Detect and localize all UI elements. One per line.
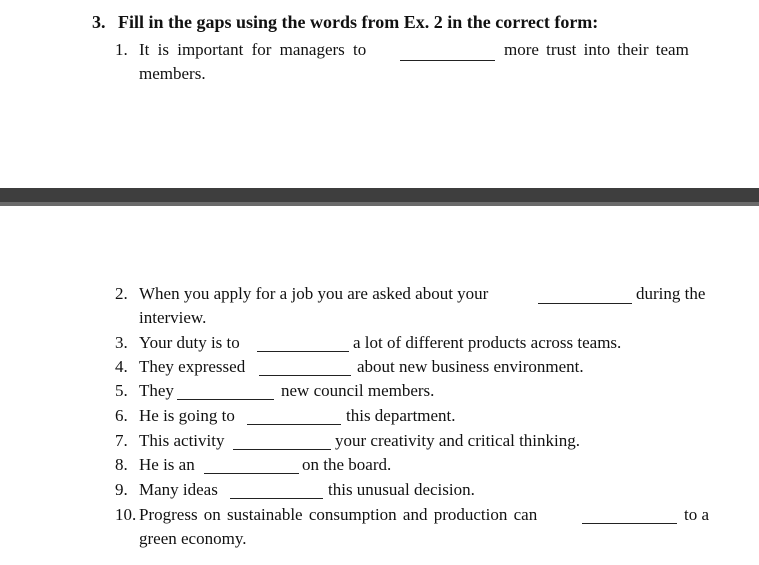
exercise-number: 3. <box>92 12 106 32</box>
exercise-heading <box>92 12 598 33</box>
item-1-number: 1. <box>115 40 128 59</box>
item-10-text-before: Progress on sustainable consumption and production can <box>139 505 538 524</box>
item-7-text-after: your creativity and critical thinking. <box>335 431 581 450</box>
exercise-instruction: Fill in the gaps using the words from Ex. 2 in the correct form: <box>118 12 599 32</box>
item-5-text-after: new council members. <box>281 381 435 400</box>
item-9-number: 9. <box>115 480 128 499</box>
page-divider <box>0 188 759 206</box>
item-9-text-after: this unusual decision. <box>328 480 475 499</box>
item-6-blank <box>247 424 341 425</box>
item-8-text-before: He is an <box>139 455 195 474</box>
item-7-text-before: This activity <box>139 431 225 450</box>
item-9-blank <box>230 498 323 499</box>
item-10-continuation: green economy. <box>139 529 247 548</box>
item-1-text-before: It is important for managers to <box>139 40 367 59</box>
item-2-number: 2. <box>115 284 128 303</box>
item-4-text-before: They expressed <box>139 357 246 376</box>
item-8-blank <box>204 473 299 474</box>
item-2-blank <box>538 303 632 304</box>
item-2-text-before: When you apply for a job you are asked about your <box>139 284 489 303</box>
item-1-continuation: members. <box>139 64 206 83</box>
item-1-blank <box>400 60 495 61</box>
item-10-blank <box>582 523 677 524</box>
item-10-number: 10. <box>115 505 137 524</box>
item-1-text-after: more trust into their team <box>504 40 689 59</box>
item-5-blank <box>177 399 274 400</box>
item-8-text-after: on the board. <box>302 455 392 474</box>
item-3-text-before: Your duty is to <box>139 333 240 352</box>
item-8-number: 8. <box>115 455 128 474</box>
item-6-text-before: He is going to <box>139 406 235 425</box>
item-4-text-after: about new business environment. <box>357 357 584 376</box>
item-3-text-after: a lot of different products across teams. <box>353 333 622 352</box>
item-7-blank <box>233 449 331 450</box>
item-7-number: 7. <box>115 431 128 450</box>
item-6-text-after: this department. <box>346 406 456 425</box>
item-3-blank <box>257 351 349 352</box>
item-6-number: 6. <box>115 406 128 425</box>
item-5-text-before: They <box>139 381 174 400</box>
item-4-number: 4. <box>115 357 128 376</box>
page-divider-edge <box>0 202 759 206</box>
item-2-continuation: interview. <box>139 308 207 327</box>
item-5-number: 5. <box>115 381 128 400</box>
item-9-text-before: Many ideas <box>139 480 218 499</box>
item-3-number: 3. <box>115 333 128 352</box>
item-2-text-after: during the <box>636 284 706 303</box>
item-10-text-after: to a <box>684 505 710 524</box>
item-4-blank <box>259 375 351 376</box>
